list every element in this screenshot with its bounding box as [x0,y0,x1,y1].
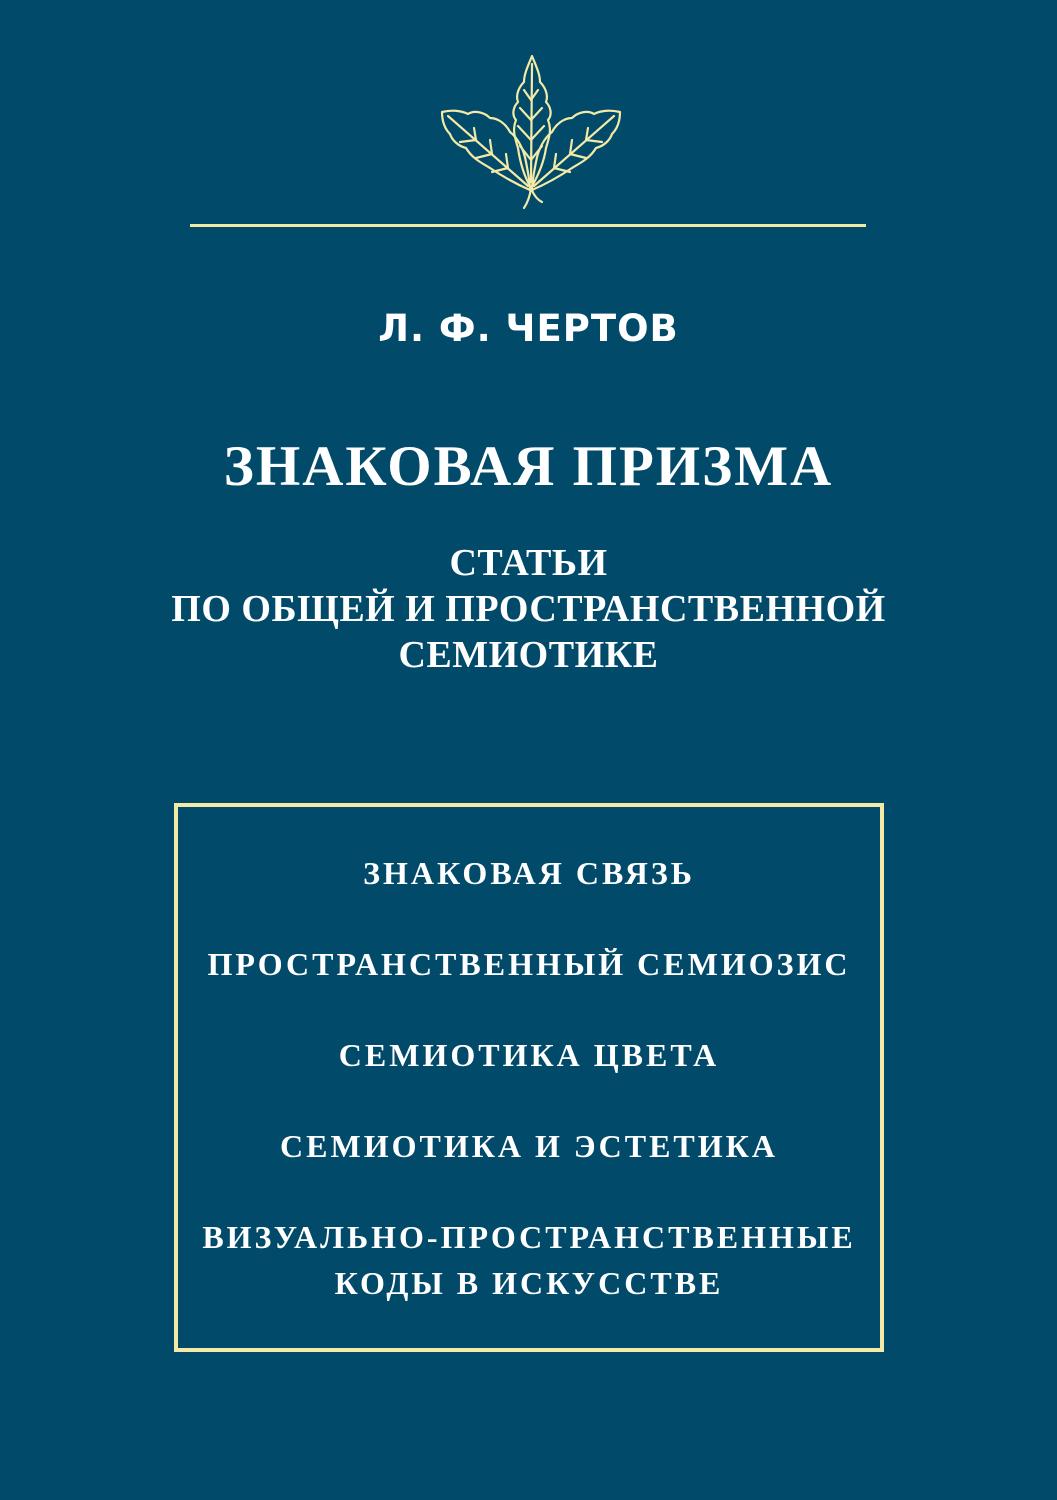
topic-item: ПРОСТРАНСТВЕННЫЙ СЕМИОЗИС [207,946,851,982]
topic-item: ВИЗУАЛЬНО-ПРОСТРАНСТВЕННЫЕ [202,1219,856,1255]
topic-item: СЕМИОТИКА ЦВЕТА [338,1037,720,1073]
book-title: ЗНАКОВАЯ ПРИЗМА [223,435,834,498]
author-name: Л. Ф. ЧЕРТОВ [378,307,679,350]
subtitle-line: ПО ОБЩЕЙ И ПРОСТРАНСТВЕННОЙ [171,588,886,630]
topic-item: СЕМИОТИКА И ЭСТЕТИКА [280,1128,778,1164]
topic-item: КОДЫ В ИСКУССТВЕ [334,1265,724,1301]
subtitle-line: СТАТЬИ [449,542,608,584]
decorative-rule [190,224,866,227]
book-subtitle [0,540,1057,678]
oak-leaves-icon [438,50,624,210]
topic-item: ЗНАКОВАЯ СВЯЗЬ [363,855,695,891]
topics-frame [174,803,884,1352]
subtitle-line: СЕМИОТИКЕ [398,634,659,676]
